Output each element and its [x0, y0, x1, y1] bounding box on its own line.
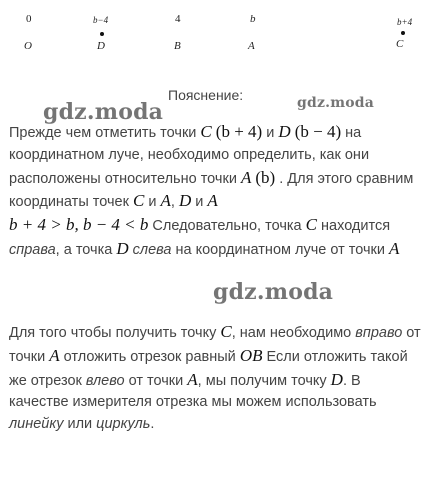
tick-label-4: 4 [175, 13, 181, 25]
math-point-c: C [200, 122, 212, 141]
p1-text: Следовательно, точка [148, 218, 306, 235]
p2-text: отложить отрезок равный [59, 348, 240, 365]
italic-left: слева [132, 241, 172, 258]
math-point-a: A [49, 345, 60, 365]
point-c-marker [401, 31, 405, 35]
math-segment-ob: OB [239, 345, 263, 365]
p2-text: от точки [124, 372, 188, 389]
math-point-a: A [240, 167, 252, 187]
italic-right: справа [9, 241, 56, 258]
p2-text: или [63, 416, 97, 433]
math-expr: (b) [255, 167, 276, 187]
p1-text: и [262, 125, 279, 141]
point-d-marker [100, 32, 104, 36]
watermark-logo: gdz.moda [213, 279, 334, 305]
point-label-a: A [248, 40, 255, 52]
watermark-logo: gdz.moda [297, 95, 375, 111]
math-point-c: C [220, 322, 232, 341]
p1-text: на координатном луче от точки [171, 241, 390, 258]
math-point-d: D [330, 369, 343, 389]
math-point-d: D [278, 122, 291, 141]
explanation-paragraph-2 [9, 321, 421, 436]
coordinate-ray [0, 0, 429, 70]
p1-text: . Для этого сравним координаты точек [9, 170, 414, 211]
italic-ruler: линейку [9, 416, 64, 433]
math-point-a: A [160, 191, 171, 211]
tick-label-b-minus-4: b−4 [93, 15, 109, 25]
p1-text: Прежде чем отметить точки [9, 125, 201, 141]
p1-text: , [170, 194, 179, 211]
p2-text: от точки [9, 325, 421, 365]
p2-text: Если отложить такой же отрезок [9, 348, 408, 389]
tick-label-b-plus-4: b+4 [397, 17, 413, 27]
p2-text: . [150, 416, 155, 433]
italic-leftwards: влево [85, 372, 125, 389]
point-label-d: D [97, 40, 105, 52]
math-point-c: C [305, 215, 317, 235]
p2-text: , нам необходимо [231, 325, 356, 341]
p1-text: на координатном луче, необходимо определить, как они расположены относительно точки [9, 125, 370, 187]
math-point-a: A [389, 238, 400, 258]
italic-compass: циркуль [96, 416, 151, 433]
p2-text: , мы получим точку [197, 372, 331, 389]
math-expr: (b − 4) [294, 122, 342, 141]
tick-label-b: b [250, 13, 256, 25]
math-expr: (b + 4) [215, 122, 263, 141]
watermark-logo: gdz.moda [43, 99, 164, 125]
math-point-d: D [116, 238, 129, 258]
math-point-c: C [133, 191, 145, 211]
point-label-c: C [396, 38, 404, 50]
math-point-a: A [207, 191, 218, 211]
p1-text: находится [317, 218, 391, 235]
math-point-d: D [178, 191, 192, 211]
p1-text: и [191, 194, 208, 211]
p2-text: . В качестве измерителя отрезка мы можем использовать [9, 372, 377, 411]
explanation-paragraph-1 [9, 121, 421, 262]
tick-label-0: 0 [26, 13, 32, 25]
math-inequalities: b + 4 > b, b − 4 < b [9, 215, 149, 235]
point-label-o: O [24, 40, 32, 52]
math-point-a: A [187, 369, 198, 389]
p1-text: и [144, 194, 161, 211]
explanation-heading: Пояснение: [168, 87, 244, 103]
italic-rightwards: вправо [355, 325, 403, 341]
point-label-b: B [174, 40, 181, 52]
p2-text: Для того чтобы получить точку [9, 325, 221, 341]
p1-text: , а точка [55, 241, 117, 258]
